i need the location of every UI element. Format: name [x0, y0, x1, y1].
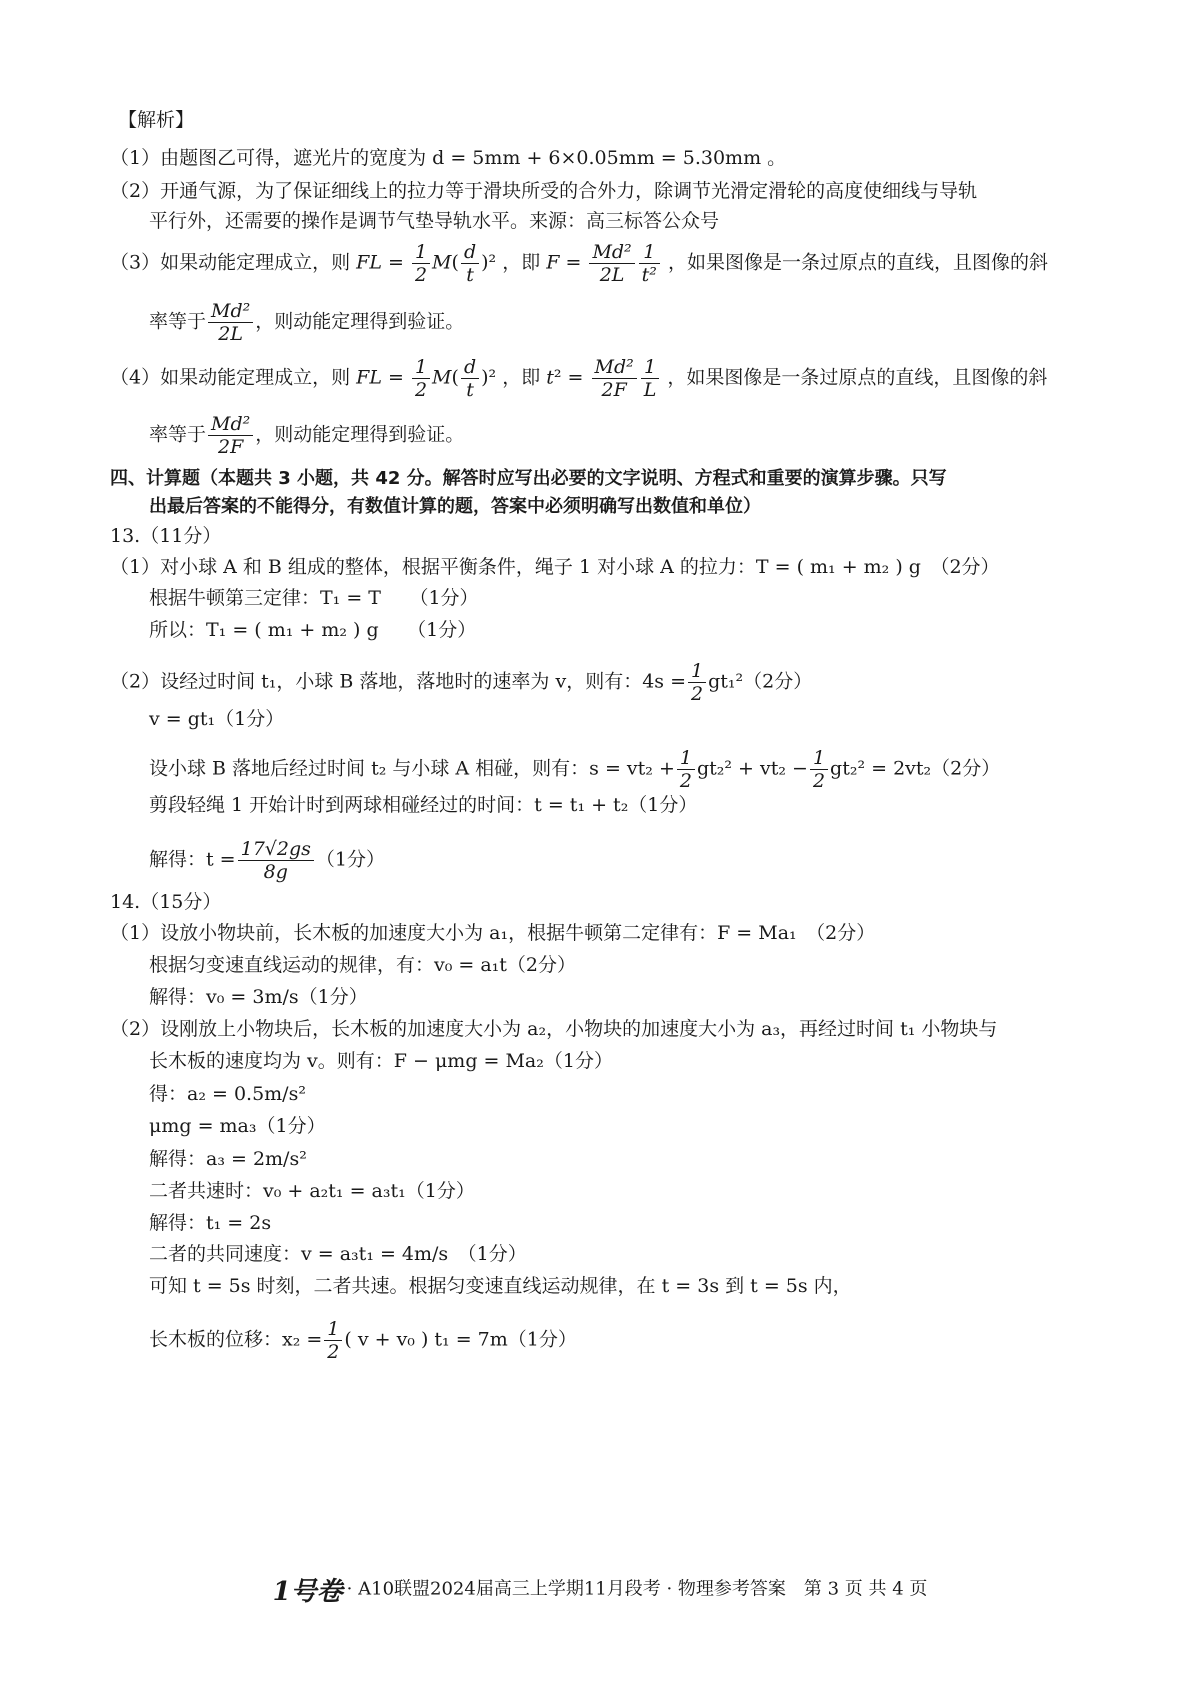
- analysis-heading: 【解析】: [118, 109, 195, 131]
- footer-text: · A10联盟2024届高三上学期11月段考 · 物理参考答案 第 3 页 共 4 页: [346, 1578, 928, 1600]
- fraction-1-over-t2: $\frac{1}{\text{t²}}$: [639, 241, 660, 286]
- q14-step-2: 根据匀变速直线运动的规律，有：v₀ = a₁t（2分）: [149, 954, 577, 976]
- fraction-half: $\frac{1}{2}$: [324, 1318, 342, 1363]
- part-3-line-2: 率等于 $\frac{\text{Md²}}{2L}$ ，则动能定理得到验证。: [149, 300, 465, 345]
- q14-step-11: 二者的共同速度：v = a₃t₁ = 4m/s （1分）: [149, 1243, 527, 1265]
- q14-step-4: （2）设刚放上小物块后，长木板的加速度大小为 a₂，小物块的加速度大小为 a₃，再经过时间 t₁ 小物块与: [110, 1018, 998, 1040]
- fraction-md2-over-2l: $\frac{\text{Md²}}{2L}$: [589, 241, 634, 286]
- part-2-line-2: 平行外，还需要的操作是调节气垫导轨水平。来源：高三标答公众号: [149, 210, 720, 232]
- page-footer: [0, 1571, 1200, 1608]
- fraction-result-t: $\frac{17√2gs}{8g}$: [238, 838, 314, 883]
- question-13-title: 13.（11分）: [110, 525, 222, 547]
- q13-step-6: 设小球 B 落地后经过时间 t₂ 与小球 A 相碰，则有：s = vt₂ + $\frac{1}{2}$ gt₂² + vt₂ − $\frac{1}{2}$ gt₂² = 2vt₂（2分）: [149, 747, 1001, 792]
- fraction-half: $\frac{1}{2}$: [677, 747, 695, 792]
- part-4-line-2: 率等于 $\frac{\text{Md²}}{2F}$ ，则动能定理得到验证。: [149, 413, 465, 458]
- fraction-half: $\frac{1}{2}$: [412, 356, 430, 401]
- part-4-line-1: （4）如果动能定理成立，则 FL = $\frac{1}{2}$ M( $\frac{d}{t}$ )² ，即 t² = $\frac{\text{Md²}}{2F}$ $\frac{1}{L}$ ，如果图像是一条过原点的直线，且图像的斜: [110, 356, 1048, 401]
- fraction-half: $\frac{1}{2}$: [810, 747, 828, 792]
- fraction-half: $\frac{1}{2}$: [688, 660, 706, 705]
- fraction-d-over-t: $\frac{d}{t}$: [461, 356, 479, 401]
- q14-step-12: 可知 t = 5s 时刻，二者共速。根据匀变速直线运动规律，在 t = 3s 到 t = 5s 内，: [149, 1275, 852, 1297]
- q13-step-8: 解得：t = $\frac{17√2gs}{8g}$ （1分）: [149, 838, 385, 883]
- fraction-half: $\frac{1}{2}$: [412, 241, 430, 286]
- part-3-line-1: （3）如果动能定理成立，则 FL = $\frac{1}{2}$ M( $\frac{d}{t}$ )² ，即 F = $\frac{\text{Md²}}{2L}$ $\frac{1}{\text{t²}}$ ，如果图像是一条过原点的直线，且图像的斜: [110, 241, 1048, 286]
- q13-step-1: （1）对小球 A 和 B 组成的整体，根据平衡条件，绳子 1 对小球 A 的拉力：T = ( m₁ + m₂ ) g （2分）: [110, 556, 1000, 578]
- fraction-md2-over-2f: $\frac{\text{Md²}}{2F}$: [592, 356, 637, 401]
- q14-step-8: 解得：a₃ = 2m/s²: [149, 1148, 307, 1170]
- q13-step-3: 所以：T₁ = ( m₁ + m₂ ) g （1分）: [149, 619, 477, 641]
- part-1: （1）由题图乙可得，遮光片的宽度为 d = 5mm + 6×0.05mm = 5.30mm 。: [110, 147, 787, 169]
- fraction-md2-over-2l: $\frac{\text{Md²}}{2L}$: [208, 300, 253, 345]
- part-2-line-1: （2）开通气源，为了保证细线上的拉力等于滑块所受的合外力，除调节光滑定滑轮的高度使细线与导轨: [110, 180, 978, 202]
- fraction-d-over-t: $\frac{d}{t}$: [461, 241, 479, 286]
- fraction-md2-over-2f: $\frac{\text{Md²}}{2F}$: [208, 413, 253, 458]
- q14-step-6: 得：a₂ = 0.5m/s²: [149, 1083, 306, 1105]
- section-4-heading-line-1: 四、计算题（本题共 3 小题，共 42 分。解答时应写出必要的文字说明、方程式和重要的演算步骤。只写: [110, 468, 947, 489]
- q14-step-3: 解得：v₀ = 3m/s（1分）: [149, 986, 368, 1008]
- fraction-1-over-l: $\frac{1}{L}$: [641, 356, 660, 401]
- brand-logo: 1号卷: [272, 1577, 343, 1607]
- q13-step-4: （2）设经过时间 t₁，小球 B 落地，落地时的速率为 v，则有：4s = $\frac{1}{2}$ gt₁²（2分）: [110, 660, 813, 705]
- q14-step-1: （1）设放小物块前，长木板的加速度大小为 a₁，根据牛顿第二定律有：F = Ma₁ （2分）: [110, 922, 876, 944]
- q14-step-5: 长木板的速度均为 v。则有：F − μmg = Ma₂（1分）: [149, 1050, 613, 1072]
- q13-step-2: 根据牛顿第三定律：T₁ = T （1分）: [149, 587, 479, 609]
- q13-step-5: v = gt₁（1分）: [149, 708, 285, 730]
- q14-step-7: μmg = ma₃（1分）: [149, 1115, 326, 1137]
- q13-step-7: 剪段轻绳 1 开始计时到两球相碰经过的时间：t = t₁ + t₂（1分）: [149, 794, 698, 816]
- question-14-title: 14.（15分）: [110, 891, 222, 913]
- section-4-heading-line-2: 出最后答案的不能得分，有数值计算的题，答案中必须明确写出数值和单位）: [149, 496, 761, 517]
- q14-step-13: 长木板的位移：x₂ = $\frac{1}{2}$ ( v + v₀ ) t₁ = 7m（1分）: [149, 1318, 577, 1363]
- q14-step-10: 解得：t₁ = 2s: [149, 1212, 272, 1234]
- q14-step-9: 二者共速时：v₀ + a₂t₁ = a₃t₁（1分）: [149, 1180, 475, 1202]
